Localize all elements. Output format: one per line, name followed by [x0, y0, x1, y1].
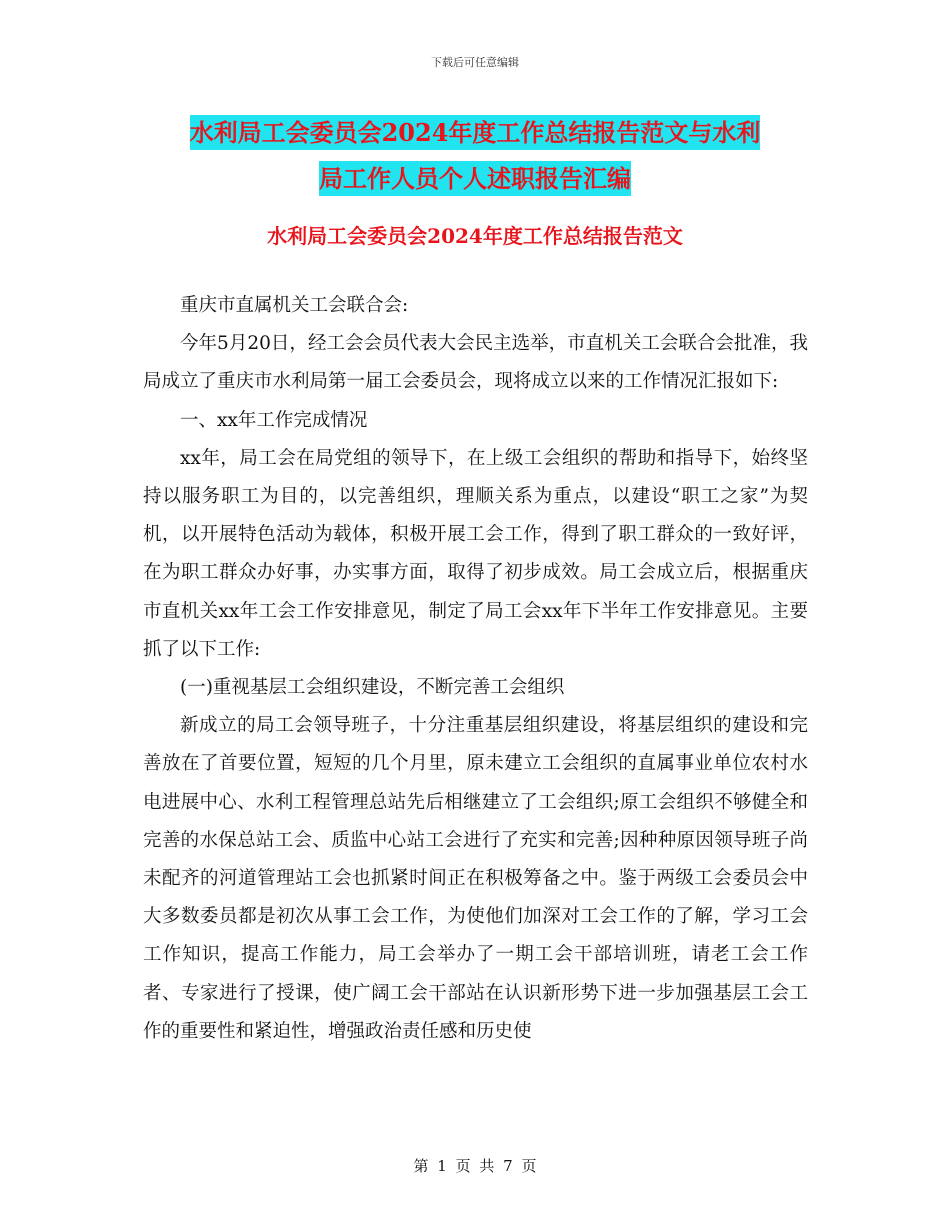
- document-title: [0, 110, 950, 202]
- header-note: 下载后可任意编辑: [431, 56, 519, 69]
- paragraph-summary: xx年，局工会在局党组的领导下，在上级工会组织的帮助和指导下，始终坚持以服务职工为目的，以完善组织，理顺关系为重点，以建设“职工之家”为契机，以开展特色活动为载体，积极开展工会工作，得到了职工群众的一致好评，在为职工群众办好事，办实事方面，取得了初步成效。局工会成立后，根据重庆市直机关xx年工会工作安排意见，制定了局工会xx年下半年工作安排意见。主要抓了以下工作:: [143, 447, 808, 660]
- section-title: 水利局工会委员会2024年度工作总结报告范文: [267, 224, 683, 248]
- paragraph-heading-1: 一、xx年工作完成情况: [180, 409, 368, 431]
- body-text: [143, 287, 808, 1051]
- paragraph-heading-1-1: (一)重视基层工会组织建设，不断完善工会组织: [180, 677, 565, 699]
- paragraph-organization: 新成立的局工会领导班子，十分注重基层组织建设，将基层组织的建设和完善放在了首要位置，短短的几个月里，原未建立工会组织的直属事业单位农村水电进展中心、水利工程管理总站先后相继建立了工会组织;原工会组织不够健全和完善的水保总站工会、质监中心站工会进行了充实和完善;因种种原因领导班子尚未配齐的河道管理站工会也抓紧时间正在积极筹备之中。鉴于两级工会委员会中大多数委员都是初次从事工会工作，为使他们加深对工会工作的了解，学习工会工作知识，提高工作能力，局工会举办了一期工会干部培训班，请老工会工作者、专家进行了授课，使广阔工会干部站在认识新形势下进一步加强基层工会工作的重要性和紧迫性，增强政治责任感和历史使: [143, 715, 808, 1042]
- title-line-2: 局工作人员个人述职报告汇编: [319, 161, 631, 196]
- paragraph-intro: 今年5月20日，经工会会员代表大会民主选举，市直机关工会联合会批准，我局成立了重庆市水利局第一届工会委员会，现将成立以来的工作情况汇报如下:: [143, 333, 808, 393]
- title-line-1: 水利局工会委员会2024年度工作总结报告范文与水利: [190, 115, 761, 150]
- paragraph-salutation: 重庆市直属机关工会联合会:: [180, 295, 409, 316]
- page-footer: 第 1 页 共 7 页: [413, 1157, 537, 1175]
